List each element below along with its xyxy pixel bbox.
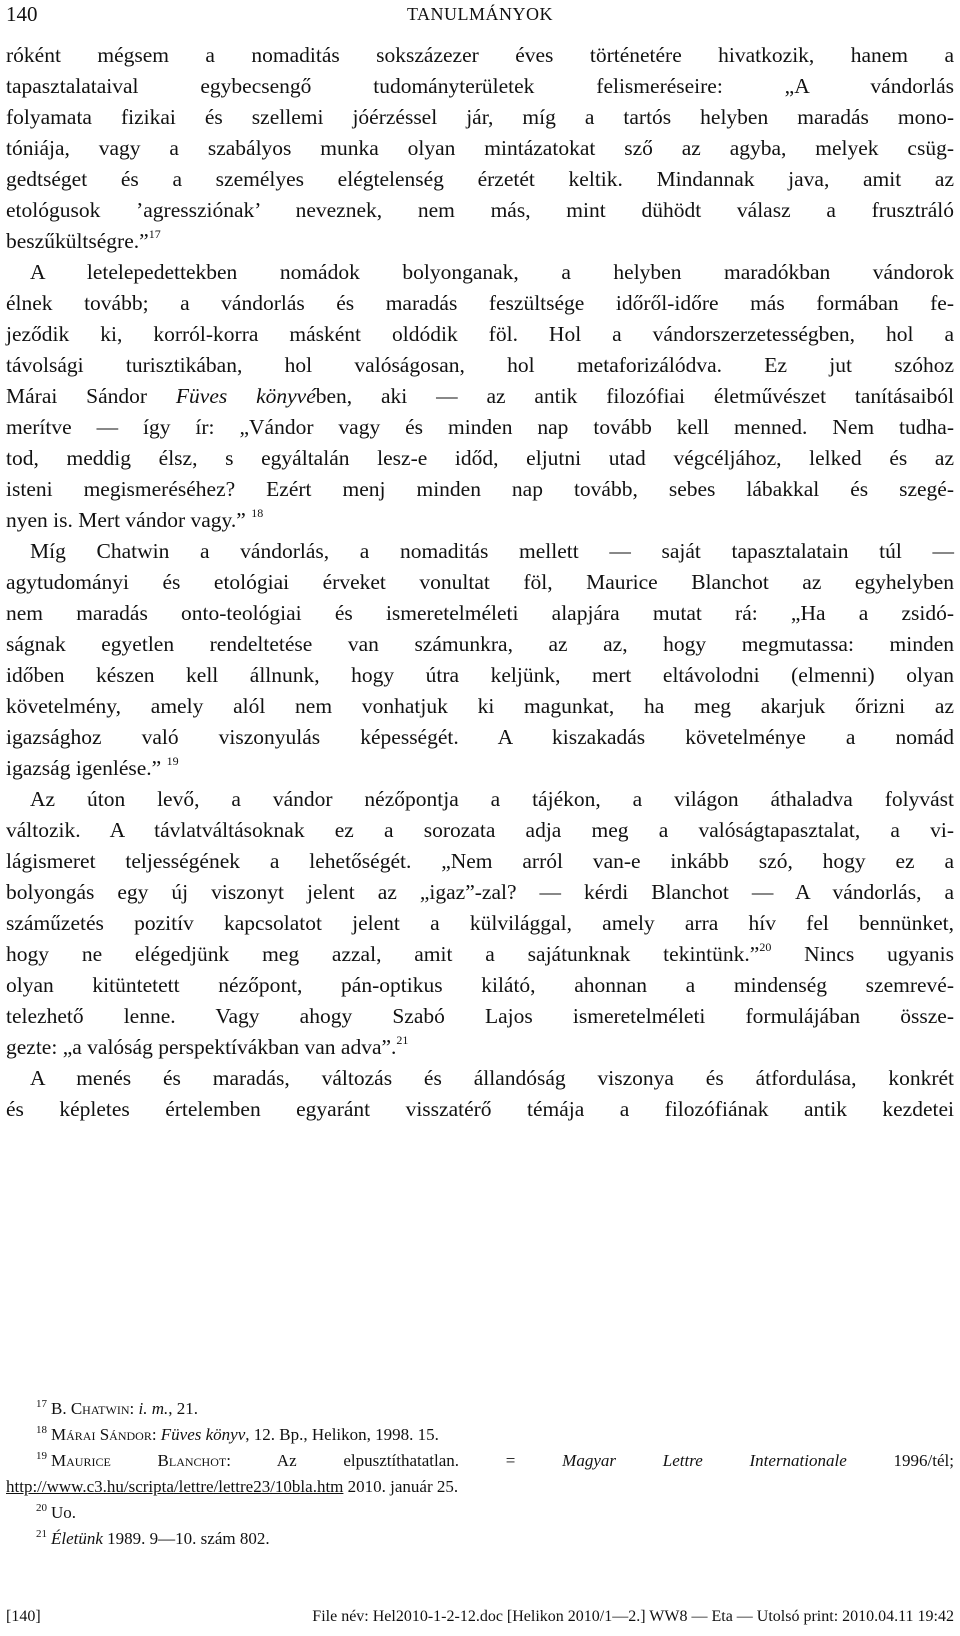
text-line: lágismeret teljességének a lehetőségét. „Nem arról van-e inkább szó, hogy ez a: [6, 849, 954, 873]
text-line: [6, 1032, 954, 1063]
text-line: bolyongás egy új viszonyt jelent az „igaz”-zal? — kérdi Blanchot — A vándorlás, a: [6, 880, 954, 904]
footnote-ref: 18: [251, 506, 264, 520]
body-text: [6, 40, 954, 1125]
footnote-ref: 21: [396, 1033, 409, 1047]
text-line: száműzetés pozitív kapcsolatot jelent a külvilággal, amely arra hív fel bennünket,: [6, 911, 954, 935]
footnote-author: Maurice Blanchot:: [51, 1451, 231, 1470]
text-line: tod, meddig élsz, s egyáltalán lesz-e időd, eljutni utad végcéljához, lelked és az: [6, 446, 954, 470]
text-line: etológusok ’agressziónak’ neveznek, nem más, mint dühödt válasz a frusztráló: [6, 198, 954, 222]
footnote-text: 1989. 9—10. szám 802.: [102, 1529, 270, 1548]
footnote: [6, 1448, 954, 1474]
text-line: olyan kitüntetett nézőpont, pán-optikus kilátó, ahonnan a mindenség szemrevé-: [6, 973, 954, 997]
line-text: Nincs ugyanis: [771, 942, 954, 966]
footnote-number: 19: [36, 1450, 47, 1462]
text-line: jeződik ki, korról-korra másként oldódik föl. Hol a vándorszerzetességben, hol a: [6, 322, 954, 346]
line-text: Márai Sándor: [6, 384, 176, 408]
text-line: merítve — így ír: „Vándor vagy és minden nap tovább kell menned. Nem tudha-: [6, 415, 954, 439]
text-line: isteni megismeréséhez? Ezért menj minden nap tovább, sebes lábakkal és szegé-: [6, 477, 954, 501]
footnote-text: 2010. január 25.: [343, 1477, 459, 1496]
text-line: agytudományi és etológiai érveket vonultat föl, Maurice Blanchot az egyhelyben: [6, 570, 954, 594]
paragraph-start: Míg Chatwin a vándorlás, a nomaditás mellett — saját tapasztalatain túl —: [30, 539, 954, 563]
footnote: [6, 1500, 954, 1526]
paragraph-start: Az úton levő, a vándor nézőpontja a tájékon, a világon áthaladva folyvást: [30, 787, 954, 811]
footnote-number: 18: [36, 1424, 47, 1436]
footnote: [6, 1526, 954, 1552]
footnote-text: Az elpusztíthatatlan. =: [230, 1451, 563, 1470]
line-text: igazság igenlése.”: [6, 756, 162, 780]
footnote-text: Uo.: [51, 1503, 77, 1522]
footnote: [6, 1422, 954, 1448]
text-line: folyamata fizikai és szellemi jóérzéssel jár, míg a tartós helyben maradás mono-: [6, 105, 954, 129]
footnote-text: , 12. Bp., Helikon, 1998. 15.: [245, 1425, 439, 1444]
book-title: Füves könyvé: [175, 384, 316, 408]
text-line: gedtséget és a személyes elégtelenség érzetét keltik. Mindannak java, amit az: [6, 167, 954, 191]
footer-page-number: [140]: [6, 1608, 41, 1625]
text-line: időben készen kell állnunk, hogy útra keljünk, mert eltávolodni (elmenni) olyan: [6, 663, 954, 687]
footnote-ref: 20: [759, 940, 772, 954]
text-line: ságnak egyetlen rendeltetése van számunkra, az az, hogy megmutassa: minden: [6, 632, 954, 656]
footnote-title: Magyar Lettre Internationale: [562, 1451, 847, 1470]
text-line: távolsági turisztikában, hol valóságosan, hol metaforizálódva. Ez jut szóhoz: [6, 353, 954, 377]
paragraph-start: A letelepedettekben nomádok bolyonganak, a helyben maradókban vándorok: [30, 260, 954, 284]
running-head: TANULMÁNYOK: [406, 4, 554, 24]
text-line: élnek tovább; a vándorlás és maradás feszültsége időről-időre más formában fe-: [6, 291, 954, 315]
footnote-link[interactable]: http://www.c3.hu/scripta/lettre/lettre23/10bla.htm: [6, 1477, 344, 1496]
footnote-ref: 19: [166, 754, 179, 768]
text-line: tapasztalataival egybecsengő tudományterületek felismeréseire: „A vándorlás: [6, 74, 954, 98]
text-line: követelmény, amely alól nem vonhatjuk ki magunkat, ha meg akarjuk őrizni az: [6, 694, 954, 718]
text-line: igazsághoz való viszonyulás képességét. A kiszakadás követelménye a nomád: [6, 725, 954, 749]
paragraph-start: A menés és maradás, változás és állandóság viszonya és átfordulása, konkrét: [30, 1066, 954, 1090]
footnote-author: Márai Sándor:: [51, 1425, 157, 1444]
line-text: beszűkültségre.”: [6, 229, 149, 253]
footnote-number: 21: [36, 1528, 47, 1540]
footnote-author: B. Chatwin:: [51, 1399, 135, 1418]
footnote-number: 20: [36, 1502, 47, 1514]
text-line: [6, 226, 954, 257]
footer-file-info: File név: Hel2010-1-2-12.doc [Helikon 2010/1—2.] WW8 — Eta — Utolsó print: 2010.04.11 19:42: [312, 1608, 954, 1625]
text-line: változik. A távlatváltásoknak ez a sorozata adja meg a valóságtapasztalat, a vi-: [6, 818, 954, 842]
text-line: róként mégsem a nomaditás sokszázezer éves történetére hivatkozik, hanem a: [6, 43, 954, 67]
footnote: [6, 1396, 954, 1422]
footnote-ref: 17: [148, 227, 161, 241]
footnotes: [6, 1396, 954, 1552]
text-line: nem maradás onto-teológiai és ismeretelméleti alapjára mutat rá: „Ha a zsidó-: [6, 601, 954, 625]
text-line: [6, 939, 954, 970]
footnote-text: 1996/tél;: [846, 1451, 954, 1470]
footnote-continuation: [6, 1474, 954, 1500]
footnote-title: Füves könyv: [160, 1425, 246, 1444]
line-text: hogy ne elégedjünk meg azzal, amit a sajátunknak tekintünk.”: [6, 942, 760, 966]
line-text: nyen is. Mert vándor vagy.”: [6, 508, 246, 532]
footnote-title: i. m.: [138, 1399, 169, 1418]
text-line: telezhető lenne. Vagy ahogy Szabó Lajos ismeretelméleti formulájában össze-: [6, 1004, 954, 1028]
text-line: [6, 505, 954, 536]
footnote-text: , 21.: [168, 1399, 198, 1418]
text-line: [6, 753, 954, 784]
line-text: ben, aki — az antik filozófiai életművészet tanításaiból: [315, 384, 954, 408]
footnote-title: Életünk: [51, 1529, 103, 1548]
text-line: tóniája, vagy a szabályos munka olyan mintázatokat sző az agyba, melyek csüg-: [6, 136, 954, 160]
page-number: 140: [6, 2, 38, 26]
footnote-number: 17: [36, 1398, 47, 1410]
text-line: és képletes értelemben egyaránt visszatérő témája a filozófiának antik kezdetei: [6, 1097, 954, 1121]
line-text: gezte: „a valóság perspektívákban van adva”.: [6, 1035, 397, 1059]
text-line: [6, 381, 954, 412]
